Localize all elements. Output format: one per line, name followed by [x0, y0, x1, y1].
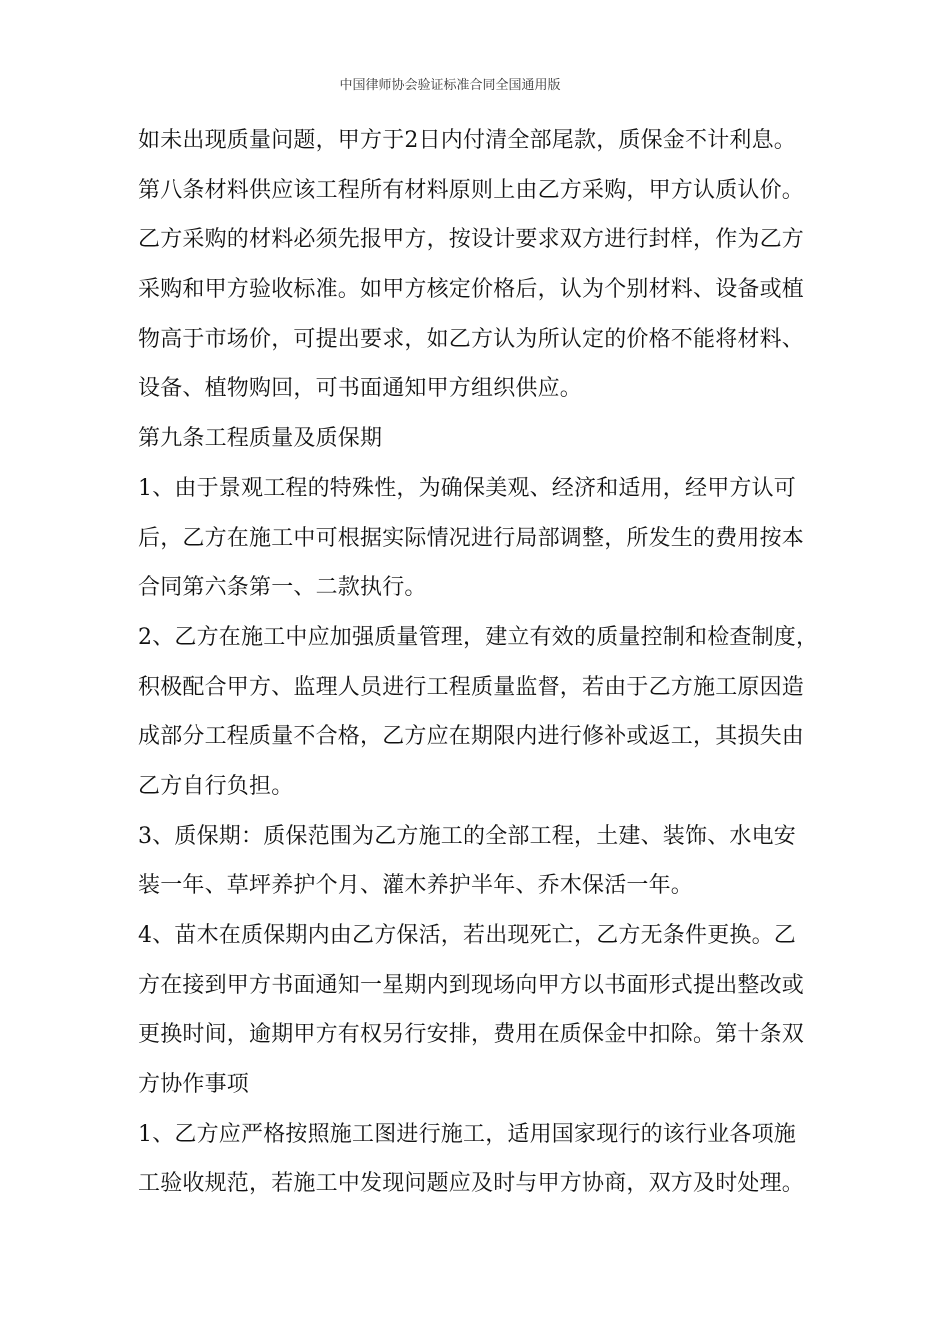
text-line: 更换时间，逾期甲方有权另行安排，费用在质保金中扣除。第十条双 [138, 1022, 805, 1048]
document-body [138, 116, 818, 1209]
text-line: 方协作事项 [138, 1072, 250, 1098]
text-line: 方在接到甲方书面通知一星期内到现场向甲方以书面形式提出整改或 [138, 972, 805, 998]
text-line: 4、苗木在质保期内由乙方保活，若出现死亡，乙方无条件更换。乙 [138, 923, 796, 948]
text-line: 乙方采购的材料必须先报甲方，按设计要求双方进行封样，作为乙方 [138, 227, 805, 253]
text-line: 2、乙方在施工中应加强质量管理，建立有效的质量控制和检查制度， [138, 624, 819, 650]
text-line: 工验收规范，若施工中发现问题应及时与甲方协商，双方及时处理。 [138, 1171, 805, 1197]
text-line: 成部分工程质量不合格，乙方应在期限内进行修补或返工，其损失由 [138, 724, 805, 750]
text-line: 后，乙方在施工中可根据实际情况进行局部调整，所发生的费用按本 [138, 525, 805, 551]
page-header: 中国律师协会验证标准合同全国通用版 [339, 78, 561, 93]
text-line: 如未出现质量问题，甲方于2日内付清全部尾款，质保金不计利息。 [138, 128, 796, 153]
text-line: 第八条材料供应该工程所有材料原则上由乙方采购，甲方认质认价。 [138, 177, 805, 203]
text-line: 1、乙方应严格按照施工图进行施工，适用国家现行的该行业各项施 [138, 1121, 796, 1147]
text-line: 采购和甲方验收标准。如甲方核定价格后，认为个别材料、设备或植 [138, 277, 805, 303]
text-line: 1、由于景观工程的特殊性，为确保美观、经济和适用，经甲方认可 [138, 475, 796, 501]
text-line: 3、质保期：质保范围为乙方施工的全部工程，土建、装饰、水电安 [138, 823, 796, 849]
section-heading: 第九条工程质量及质保期 [138, 426, 383, 452]
text-line: 积极配合甲方、监理人员进行工程质量监督，若由于乙方施工原因造 [138, 674, 805, 700]
text-line: 设备、植物购回，可书面通知甲方组织供应。 [138, 376, 583, 402]
text-line: 物高于市场价，可提出要求，如乙方认为所认定的价格不能将材料、 [138, 326, 805, 352]
text-line: 装一年、草坪养护个月、灌木养护半年、乔木保活一年。 [138, 873, 694, 899]
text-line: 合同第六条第一、二款执行。 [138, 575, 427, 601]
text-line: 乙方自行负担。 [138, 773, 294, 799]
